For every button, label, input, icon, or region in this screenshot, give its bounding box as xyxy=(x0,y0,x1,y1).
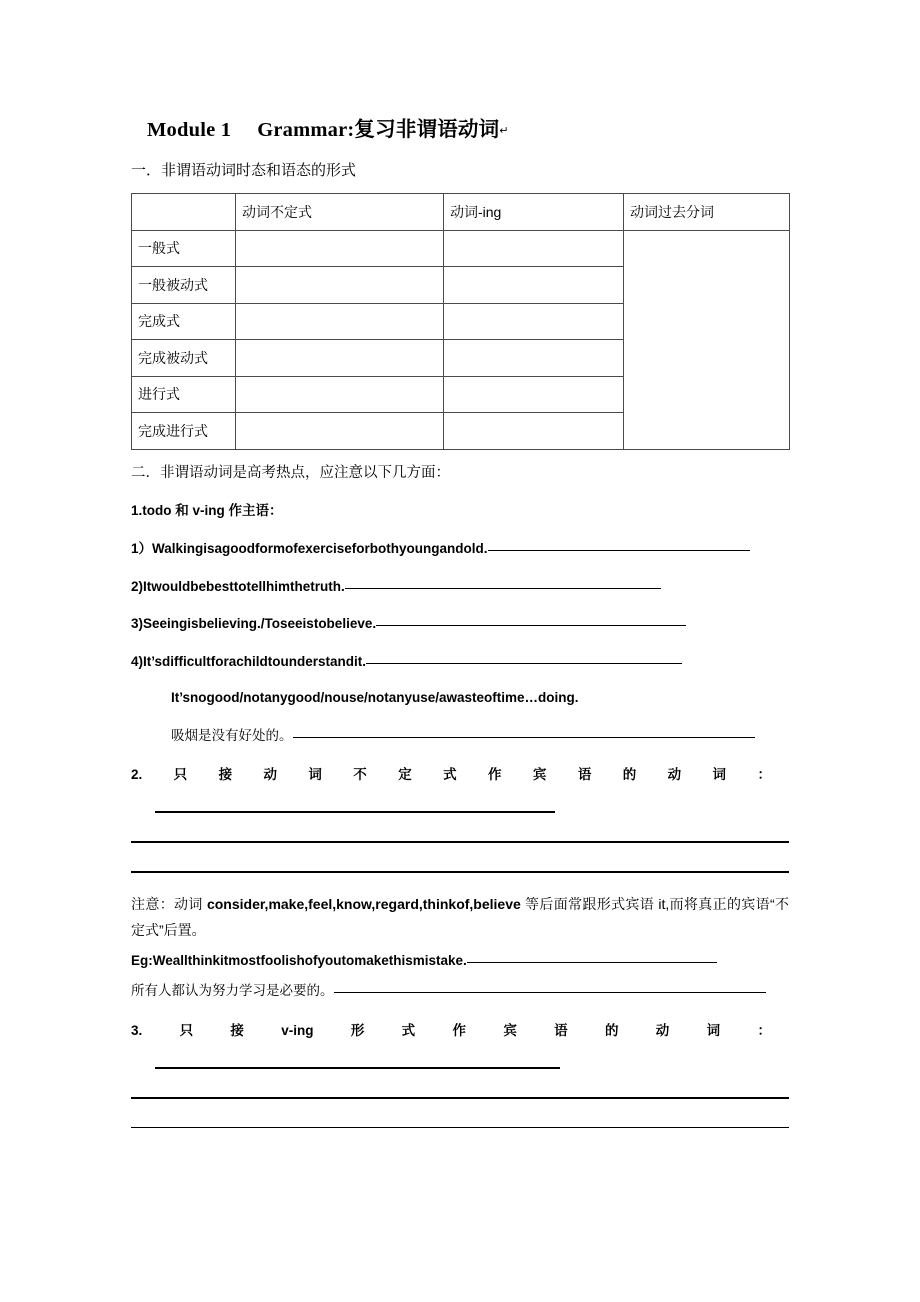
item2-number: 2. xyxy=(131,767,143,783)
answer-blank[interactable] xyxy=(293,725,755,738)
item2-char: 接 xyxy=(218,767,233,783)
item2-char: 语 xyxy=(577,767,592,783)
item3-answer-line-2[interactable] xyxy=(131,1097,789,1099)
item3-char: 的 xyxy=(604,1023,619,1039)
cell-infinitive[interactable] xyxy=(236,303,444,340)
cell-ing[interactable] xyxy=(444,267,624,304)
item2-answer-line-2[interactable] xyxy=(131,841,789,843)
row-label: 完成被动式 xyxy=(132,340,236,377)
item3-char: 作 xyxy=(452,1023,466,1039)
paragraph-mark-icon: ↵ xyxy=(499,125,509,137)
item1-label: 1.todo 和 v-ing 作主语： xyxy=(131,503,283,519)
note-prefix: 注意：动词 xyxy=(131,895,207,912)
item2-char: 动 xyxy=(263,767,277,783)
cell-infinitive[interactable] xyxy=(236,376,444,413)
example-text: 2)Itwouldbebesttotellhimthetruth. xyxy=(131,578,345,594)
item1-example-1 xyxy=(131,521,789,559)
item3-char: 接 xyxy=(230,1023,244,1039)
item3-heading xyxy=(131,1001,771,1039)
example-text: 3)Seeingisbelieving./Toseeistobelieve. xyxy=(131,616,377,632)
item3-char: 语 xyxy=(554,1023,568,1039)
table-header-row xyxy=(132,194,790,231)
note-example xyxy=(131,944,789,971)
item2-char: 作 xyxy=(488,767,502,783)
cell-past-participle-merged[interactable] xyxy=(624,230,790,449)
answer-blank[interactable] xyxy=(366,651,682,664)
item2-char: 的 xyxy=(622,767,637,783)
note-translate-prompt xyxy=(131,970,789,1001)
row-label: 完成式 xyxy=(132,303,236,340)
table-header-infinitive: 动词不定式 xyxy=(236,194,444,231)
row-label: 完成进行式 xyxy=(132,413,236,450)
section-one-heading: 一．非谓语动词时态和语态的形式 xyxy=(131,161,357,179)
item2-char: 宾 xyxy=(532,767,547,783)
item1-example-3 xyxy=(131,596,789,634)
cell-infinitive[interactable] xyxy=(236,340,444,377)
prompt-text: 所有人都认为努力学习是必要的。 xyxy=(131,983,334,999)
example-text: 4)It’sdifficultforachildtounderstandit. xyxy=(131,653,366,669)
page-title xyxy=(131,0,789,144)
example-text: Eg:Weallthinkitmostfoolishofyoutomakethismistake. xyxy=(131,952,467,968)
item2-char: 式 xyxy=(443,767,457,783)
row-label: 一般被动式 xyxy=(132,267,236,304)
cell-ing[interactable] xyxy=(444,303,624,340)
item2-char: 词 xyxy=(308,767,322,783)
item3-colon: ： xyxy=(757,1023,771,1039)
table-header-past-participle: 动词过去分词 xyxy=(624,194,790,231)
item3-char: 形 xyxy=(350,1023,365,1039)
answer-blank[interactable] xyxy=(376,613,686,626)
item2-char: 只 xyxy=(173,767,188,783)
item2-heading xyxy=(131,745,771,783)
item1-example-4 xyxy=(131,634,789,672)
item3-char: 词 xyxy=(706,1023,721,1039)
item3-answer-line-1[interactable] xyxy=(155,1067,560,1069)
item3-ving: v-ing xyxy=(281,1023,314,1039)
example-text: 1）Walkingisagoodformofexerciseforbothyoungandold. xyxy=(131,540,488,556)
document-content xyxy=(131,0,789,1128)
note-paragraph xyxy=(131,873,789,944)
cell-infinitive[interactable] xyxy=(236,413,444,450)
page-title-latin: Module 1 Grammar: xyxy=(147,119,355,141)
cell-infinitive[interactable] xyxy=(236,230,444,267)
item2-colon: ： xyxy=(757,767,771,783)
row-label: 一般式 xyxy=(132,230,236,267)
prompt-text: 吸烟是没有好处的。 xyxy=(171,727,293,743)
section-two-heading: 二．非谓语动词是高考热点，应注意以下几方面： xyxy=(131,464,450,481)
item2-char: 定 xyxy=(398,767,412,783)
item1-example-2 xyxy=(131,559,789,597)
item2-char: 词 xyxy=(712,767,727,783)
note-suffix: 等后面常跟形式宾语 it,而将真正的宾语“不定式”后置。 xyxy=(131,895,789,939)
answer-blank[interactable] xyxy=(345,576,661,589)
item3-char: 式 xyxy=(401,1023,416,1039)
item3-char: 动 xyxy=(655,1023,670,1039)
item2-answer-line-1[interactable] xyxy=(155,811,555,813)
answer-blank[interactable] xyxy=(467,950,717,963)
item1-pattern-line: It’snogood/notanygood/nouse/notanyuse/awasteoftime…doing. xyxy=(171,690,579,706)
table-row xyxy=(132,230,790,267)
page-title-chinese: 复习非谓语动词 xyxy=(354,119,500,141)
item3-answer-line-3[interactable] xyxy=(131,1127,789,1129)
item3-char: 只 xyxy=(179,1023,194,1039)
row-label: 进行式 xyxy=(132,376,236,413)
note-verb-list: consider,make,feel,know,regard,thinkof,believe xyxy=(206,895,521,912)
item1-translate-prompt xyxy=(131,708,789,746)
cell-ing[interactable] xyxy=(444,376,624,413)
table-header-corner xyxy=(132,194,236,231)
answer-blank[interactable] xyxy=(488,538,750,551)
table-header-ing: 动词-ing xyxy=(444,194,624,231)
item2-char: 不 xyxy=(353,767,367,783)
cell-infinitive[interactable] xyxy=(236,267,444,304)
cell-ing[interactable] xyxy=(444,230,624,267)
item3-char: 宾 xyxy=(503,1023,517,1039)
item3-number: 3. xyxy=(131,1023,143,1039)
nonfinite-forms-table xyxy=(131,193,790,450)
cell-ing[interactable] xyxy=(444,340,624,377)
cell-ing[interactable] xyxy=(444,413,624,450)
item2-char: 动 xyxy=(667,767,682,783)
answer-blank[interactable] xyxy=(334,980,766,993)
